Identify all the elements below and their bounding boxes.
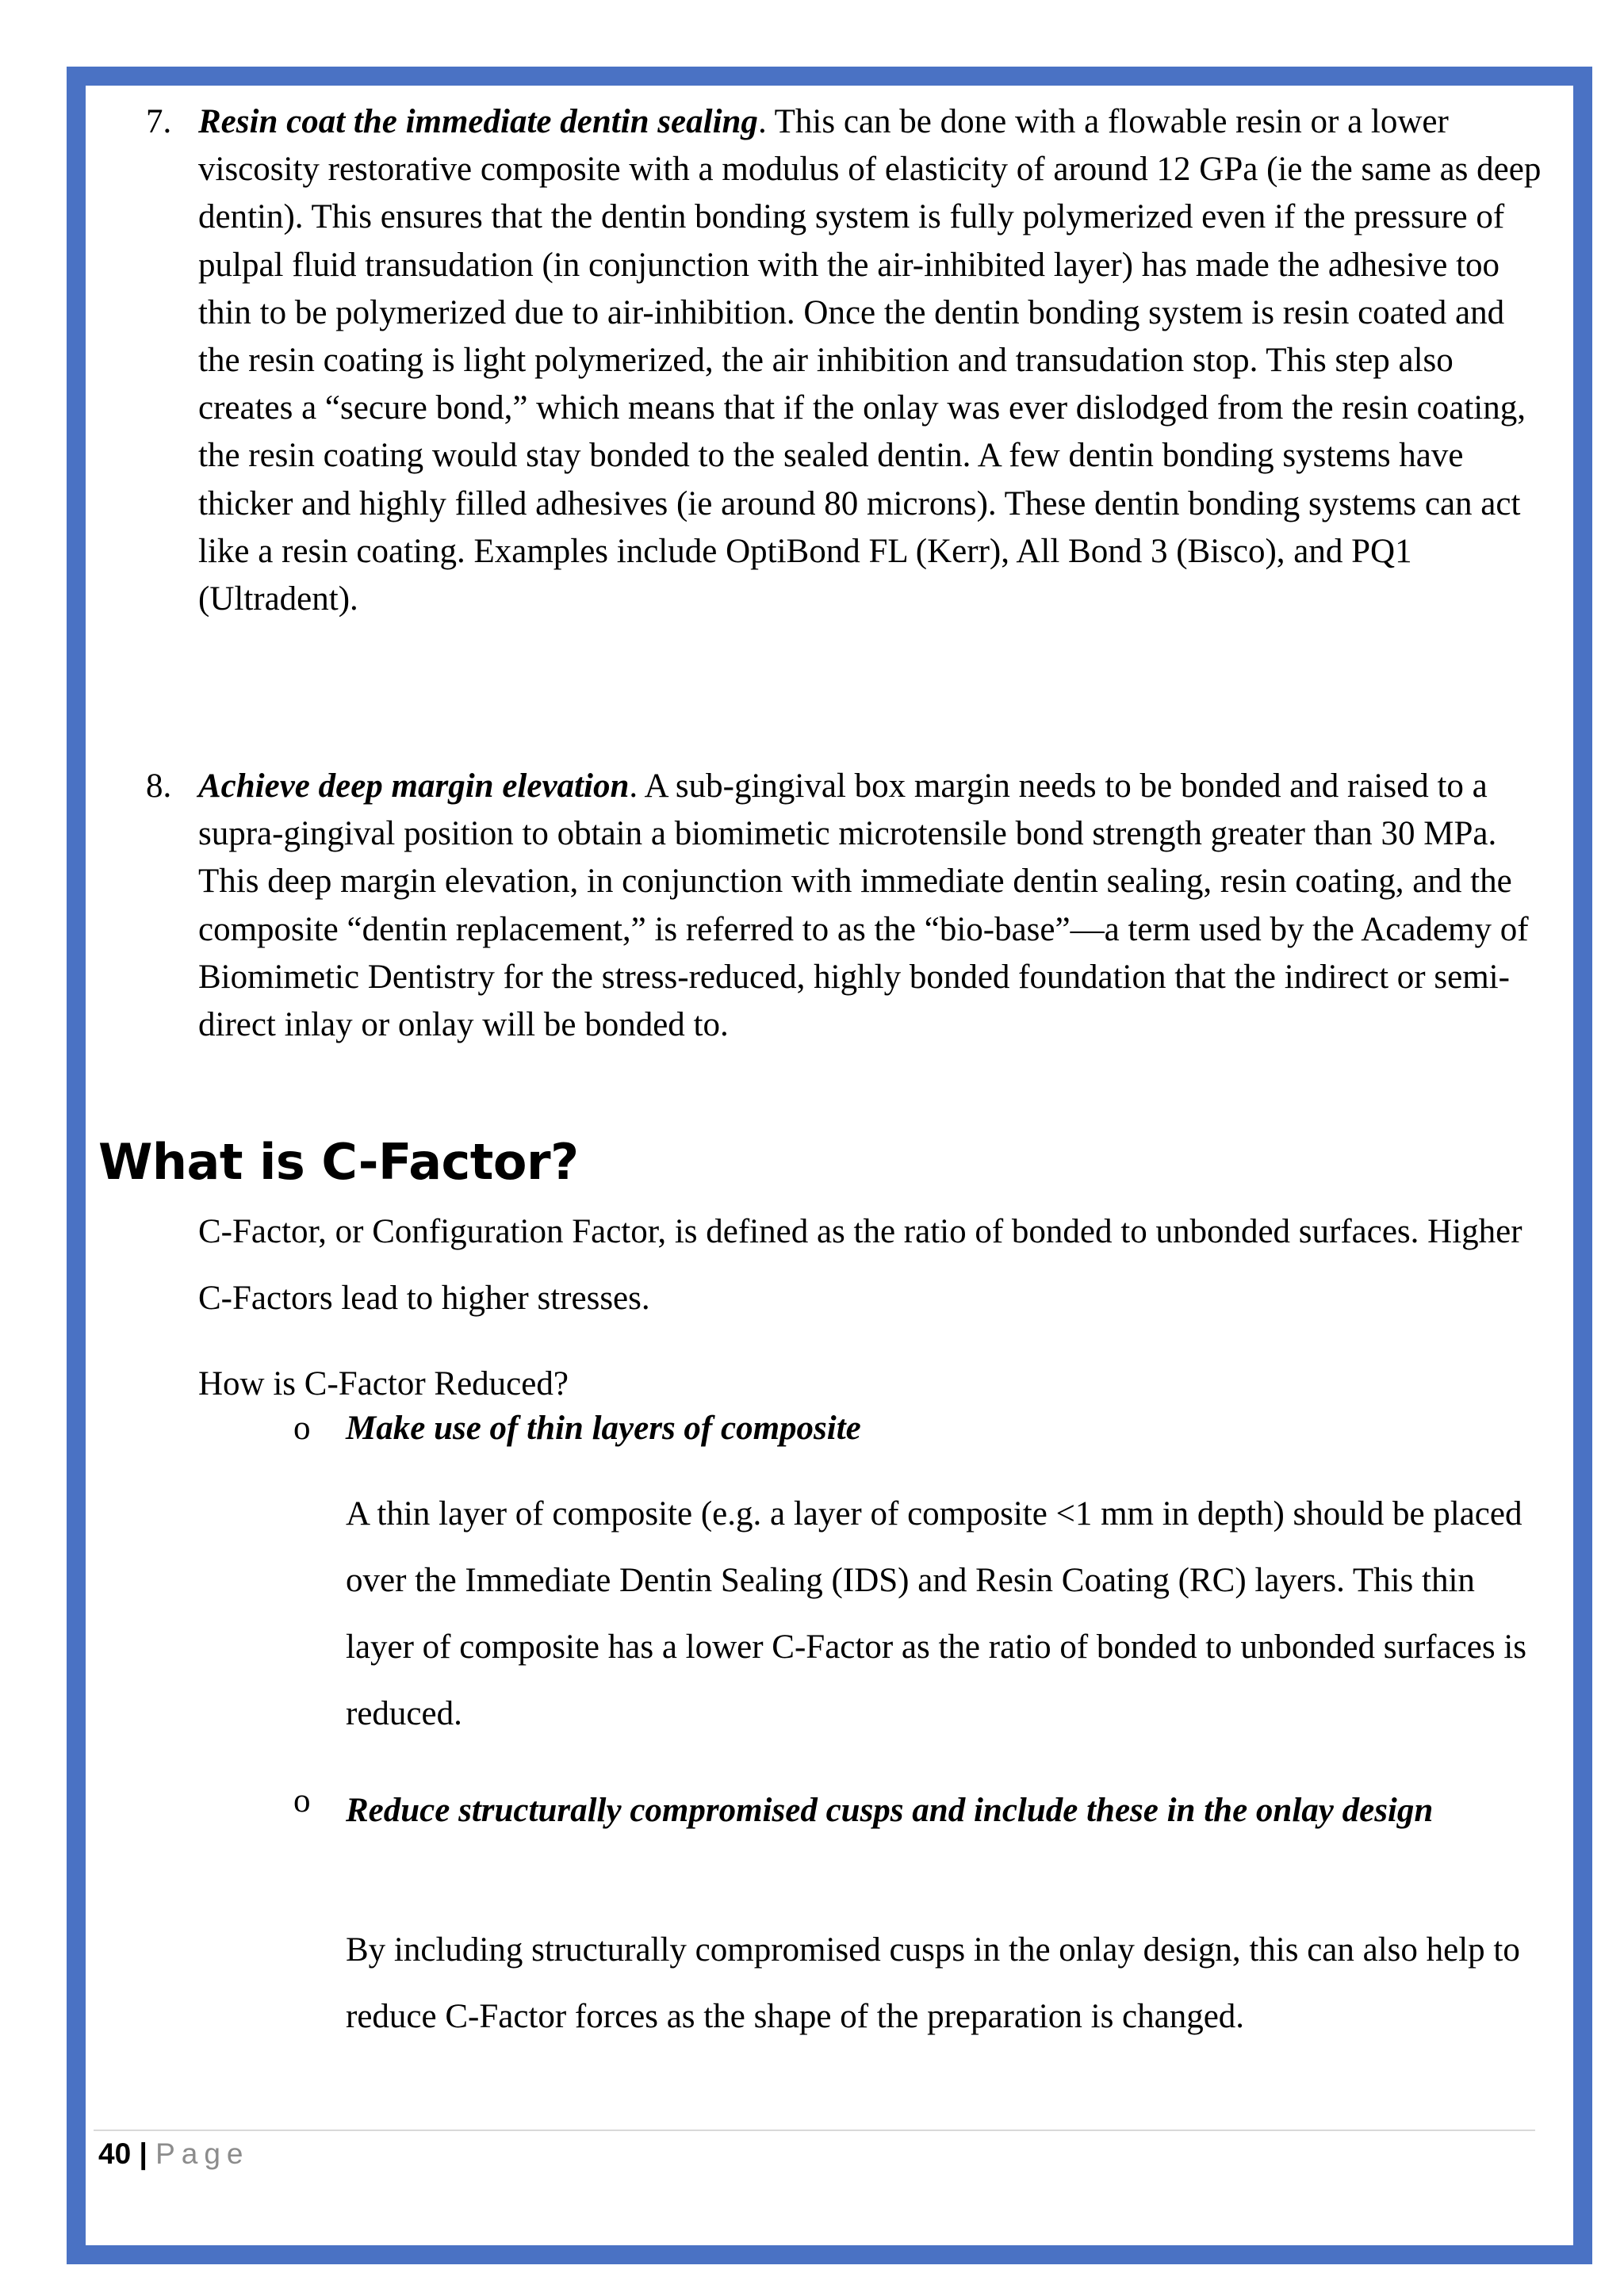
section-intro: C-Factor, or Configuration Factor, is defined as the ratio of bonded to unbonded surfaces. Higher C-Factors lead to higher stresses. [198,1213,1522,1317]
section-heading: What is C-Factor? [98,1133,579,1191]
page-number: 40 [98,2137,132,2170]
list-item-7 [146,98,1542,623]
bullet-title: Reduce structurally compromised cusps and include these in the onlay design [346,1792,1434,1829]
footer-separator: | [139,2137,147,2170]
bullet-marker: o [293,1782,311,1820]
section-subquestion: How is C-Factor Reduced? [198,1365,569,1402]
list-item-body [198,98,1542,623]
bullet-marker: o [293,1410,311,1447]
footer-divider [94,2130,1535,2131]
bullet-body: A thin layer of composite (e.g. a layer of composite <1 mm in depth) should be placed over the Immediate Dentin Sealing (IDS) and Resin Coating (RC) layers. This thin layer of composite has a lower C-Factor as the ratio of bonded to unbonded surfaces is reduced. [346,1495,1527,1732]
list-number: 8. [146,767,172,805]
list-item-lead: Achieve deep margin elevation [198,767,630,805]
list-item-body [198,763,1542,1049]
bullet-body: By including structurally compromised cusps in the onlay design, this can also help to reduce C-Factor forces as the shape of the preparation is changed. [346,1931,1520,2035]
list-item-text: . This can be done with a flowable resin or a lower viscosity restorative composite with a modulus of elasticity of around 12 GPa (ie the same as deep dentin). This ensures that the dentin bonding system is fully polymerized even if the pressure of pulpal fluid transudation (in conjunction with the air-inhibited layer) has made the adhesive too thin to be polymerized due to air-inhibition. Once the dentin bonding system is resin coated and the resin coating is light polymerized, the air inhibition and transudation stop. This step also creates a “secure bond,” which means that if the onlay was ever dislodged from the resin coating, the resin coating would stay bonded to the sealed dentin. A few dentin bonding systems have thicker and highly filled adhesives (ie around 80 microns). These dentin bonding systems can act like a resin coating. Examples include OptiBond FL (Kerr), All Bond 3 (Bisco), and PQ1 (Ultradent). [198,103,1542,618]
list-number: 7. [146,103,172,140]
page-footer [98,2134,250,2174]
list-item-8 [146,763,1542,1049]
list-item-text: . A sub-gingival box margin needs to be bonded and raised to a supra-gingival position to obtain a biomimetic microtensile bond strength greater than 30 MPa. This deep margin elevation, in conjunction with immediate dentin sealing, resin coating, and the composite “dentin replacement,” is referred to as the “bio-base”—a term used by the Academy of Biomimetic Dentistry for the stress-reduced, highly bonded foundation that the indirect or semi-direct inlay or onlay will be bonded to. [198,767,1529,1044]
bullet-title: Make use of thin layers of composite [346,1410,861,1447]
list-item-lead: Resin coat the immediate dentin sealing [198,103,758,140]
page-label: Page [155,2137,250,2170]
